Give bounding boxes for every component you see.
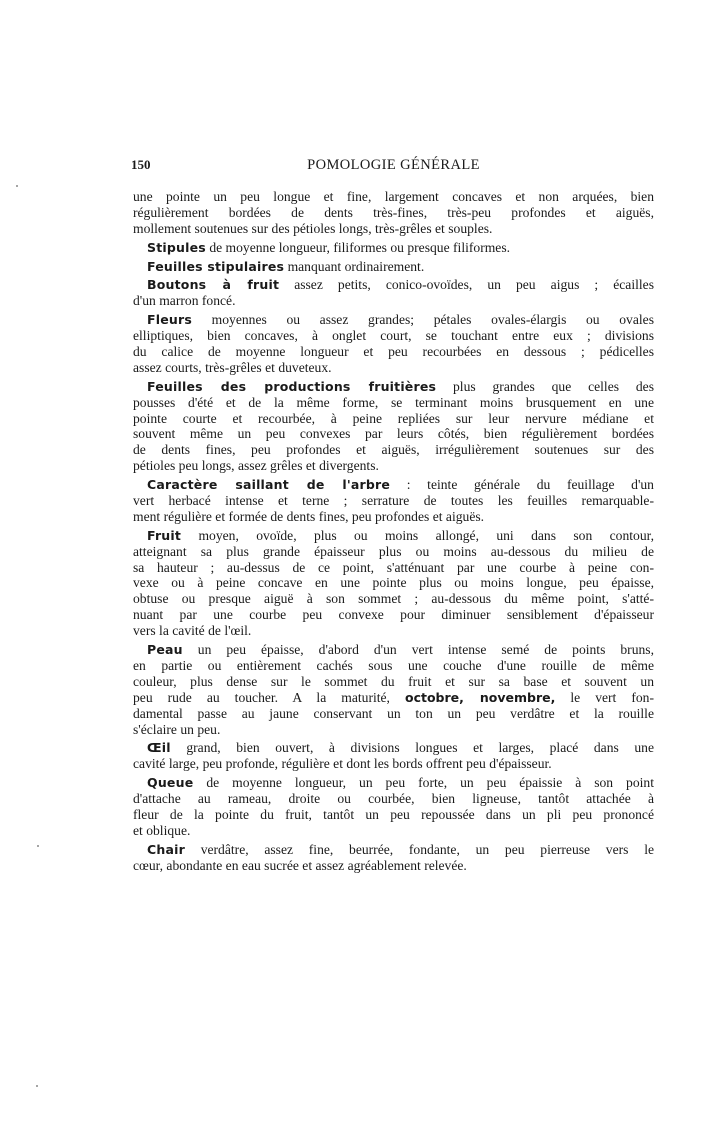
paragraph-heading: Caractère saillant de l'arbre bbox=[147, 477, 391, 493]
text-line bbox=[133, 458, 654, 474]
line-text: atteignant sa plus grande épaisseur plus ou moins au-dessous du milieu de bbox=[133, 543, 654, 559]
paragraph bbox=[133, 259, 654, 275]
text-line bbox=[133, 477, 654, 493]
line-text: sa hauteur ; au-dessus de ce point, s'atténuant par une courbe à peine con- bbox=[133, 559, 654, 575]
paragraph bbox=[133, 642, 654, 737]
paragraph-heading: Queue bbox=[147, 775, 194, 791]
line-text: manquant ordinairement. bbox=[284, 258, 425, 274]
paragraph bbox=[133, 379, 654, 474]
line-text: ment régulière et formée de dents fines, peu profondes et aiguës. bbox=[133, 508, 485, 524]
text-line bbox=[133, 575, 654, 591]
line-text: verdâtre, assez fine, beurrée, fondante, un peu pierreuse vers le bbox=[184, 841, 654, 857]
line-text: du calice de moyenne longueur et peu recourbées en dessous ; pédicelles bbox=[133, 344, 654, 360]
text-line bbox=[133, 509, 654, 525]
line-text: vert herbacé intense et terne ; serrature de toutes les feuilles remarquable- bbox=[133, 493, 654, 509]
running-title: POMOLOGIE GÉNÉRALE bbox=[307, 157, 480, 173]
paragraph bbox=[133, 528, 654, 639]
paragraph-heading: Peau bbox=[147, 642, 183, 658]
text-line bbox=[133, 293, 654, 309]
line-text: grand, bien ouvert, à divisions longues et larges, placé dans une bbox=[170, 740, 654, 756]
line-text: plus grandes que celles des bbox=[436, 378, 654, 394]
text-line bbox=[133, 642, 654, 658]
paragraph-heading: Œil bbox=[147, 740, 171, 756]
line-text: souvent même un peu convexes par leurs côtés, bien régulièrement bordées bbox=[133, 426, 654, 442]
text-line bbox=[133, 658, 654, 674]
line-text: fleur de la pointe du fruit, tantôt un peu repoussée dans un pli peu prononcé bbox=[133, 806, 654, 822]
line-text: s'éclaire un peu. bbox=[133, 721, 221, 737]
text-line bbox=[133, 493, 654, 509]
body-text bbox=[133, 189, 654, 874]
text-line bbox=[133, 312, 654, 328]
text-line bbox=[133, 722, 654, 738]
line-text: peu rude au toucher. A la maturité, bbox=[133, 689, 405, 705]
line-text: couleur, plus dense sur le sommet du fruit et sur sa base et souvent un bbox=[133, 673, 654, 689]
text-line bbox=[133, 823, 654, 839]
paragraph bbox=[133, 277, 654, 309]
paragraph-heading: Fruit bbox=[147, 527, 182, 543]
text-line bbox=[133, 544, 654, 560]
text-line bbox=[133, 607, 654, 623]
line-text: obtuse ou presque aiguë à son sommet ; au-dessous du même point, s'atté- bbox=[133, 591, 654, 607]
paragraph bbox=[133, 477, 654, 525]
text-line bbox=[133, 858, 654, 874]
text-line bbox=[133, 560, 654, 576]
paragraph bbox=[133, 189, 654, 237]
text-line bbox=[133, 690, 654, 706]
text-line bbox=[133, 740, 654, 756]
line-text: assez petits, conico-ovoïdes, un peu aigus ; écailles bbox=[279, 277, 654, 293]
line-text: d'attache au rameau, droite ou courbée, bien ligneuse, tantôt attachée à bbox=[133, 791, 654, 807]
page-number: 150 bbox=[131, 157, 151, 172]
paragraph-heading: Boutons à fruit bbox=[147, 277, 280, 293]
paragraph bbox=[133, 775, 654, 839]
line-text: le vert fon- bbox=[555, 689, 654, 705]
paragraph bbox=[133, 842, 654, 874]
text-line bbox=[133, 623, 654, 639]
text-line bbox=[133, 756, 654, 772]
line-text: cœur, abondante en eau sucrée et assez agréablement relevée. bbox=[133, 857, 467, 873]
text-line bbox=[133, 344, 654, 360]
text-line bbox=[133, 360, 654, 376]
line-text: une pointe un peu longue et fine, largement concaves et non arquées, bien bbox=[133, 189, 654, 204]
text-line bbox=[133, 442, 654, 458]
line-text: moyen, ovoïde, plus ou moins allongé, uni dans son contour, bbox=[181, 527, 654, 543]
text-line bbox=[133, 189, 654, 205]
paragraph-heading: Feuilles des productions fruitières bbox=[147, 378, 437, 394]
text-line bbox=[133, 259, 654, 275]
line-text: en partie ou entièrement cachés sous une couche d'une rouille de même bbox=[133, 657, 654, 673]
text-line bbox=[133, 411, 654, 427]
text-line bbox=[133, 775, 654, 791]
line-text: vexe ou à peine concave en une pointe plus ou moins longue, peu épaisse, bbox=[133, 575, 654, 591]
scan-speck bbox=[36, 1085, 38, 1087]
scan-speck bbox=[37, 845, 39, 847]
line-text: elliptiques, bien concaves, à onglet court, se touchant entre eux ; divisions bbox=[133, 328, 654, 344]
line-text: pousses d'été et de la même forme, se terminant moins brusquement en une bbox=[133, 394, 654, 410]
text-line bbox=[133, 426, 654, 442]
line-text: de dents fines, peu profondes et aiguës, irrégulièrement soutenues sur des bbox=[133, 442, 654, 458]
text-line bbox=[133, 528, 654, 544]
line-text: pointe courte et recourbée, à peine repliées sur leur nervure médiane et bbox=[133, 410, 654, 426]
line-text: nuant par une courbe peu convexe pour diminuer sensiblement d'épaisseur bbox=[133, 607, 654, 623]
line-text: vers la cavité de l'œil. bbox=[133, 623, 252, 639]
text-line bbox=[133, 807, 654, 823]
paragraph-heading: Feuilles stipulaires bbox=[147, 258, 285, 274]
text-line bbox=[133, 591, 654, 607]
line-text: de moyenne longueur, un peu forte, un peu épaissie à son point bbox=[193, 775, 654, 791]
line-text: un peu épaisse, d'abord d'un vert intense semé de points bruns, bbox=[182, 642, 654, 658]
line-text: damental passe au jaune conservant un ton un peu verdâtre et la rouille bbox=[133, 705, 654, 721]
scan-speck bbox=[16, 185, 18, 187]
text-line bbox=[133, 395, 654, 411]
paragraph bbox=[133, 240, 654, 256]
page-header bbox=[133, 157, 654, 177]
text-line bbox=[133, 328, 654, 344]
text-line bbox=[133, 842, 654, 858]
text-line bbox=[133, 379, 654, 395]
paragraph-heading: Stipules bbox=[147, 239, 206, 255]
line-text: régulièrement bordées de dents très-fines, très-peu profondes et aiguës, bbox=[133, 204, 654, 220]
text-line bbox=[133, 706, 654, 722]
line-text: de moyenne longueur, filiformes ou presque filiformes. bbox=[205, 239, 511, 255]
line-text: pétioles peu longs, assez grêles et divergents. bbox=[133, 458, 379, 474]
emphasized-text: octobre, novembre, bbox=[404, 689, 556, 705]
line-text: d'un marron foncé. bbox=[133, 293, 236, 309]
line-text: moyennes ou assez grandes; pétales ovales-élargis ou ovales bbox=[192, 312, 654, 328]
paragraph-heading: Chair bbox=[147, 841, 185, 857]
line-text: et oblique. bbox=[133, 822, 191, 838]
line-text: mollement soutenues sur des pétioles longs, très-grêles et souples. bbox=[133, 220, 493, 236]
text-line bbox=[133, 674, 654, 690]
text-line bbox=[133, 277, 654, 293]
line-text: : teinte générale du feuillage d'un bbox=[390, 477, 654, 493]
paragraph bbox=[133, 312, 654, 376]
text-line bbox=[133, 240, 654, 256]
text-line bbox=[133, 791, 654, 807]
paragraph bbox=[133, 740, 654, 772]
text-line bbox=[133, 205, 654, 221]
book-page bbox=[133, 157, 654, 877]
text-line bbox=[133, 221, 654, 237]
line-text: cavité large, peu profonde, régulière et dont les bords offrent peu d'épaisseur. bbox=[133, 756, 552, 772]
paragraph-heading: Fleurs bbox=[147, 312, 193, 328]
line-text: assez courts, très-grêles et duveteux. bbox=[133, 359, 332, 375]
